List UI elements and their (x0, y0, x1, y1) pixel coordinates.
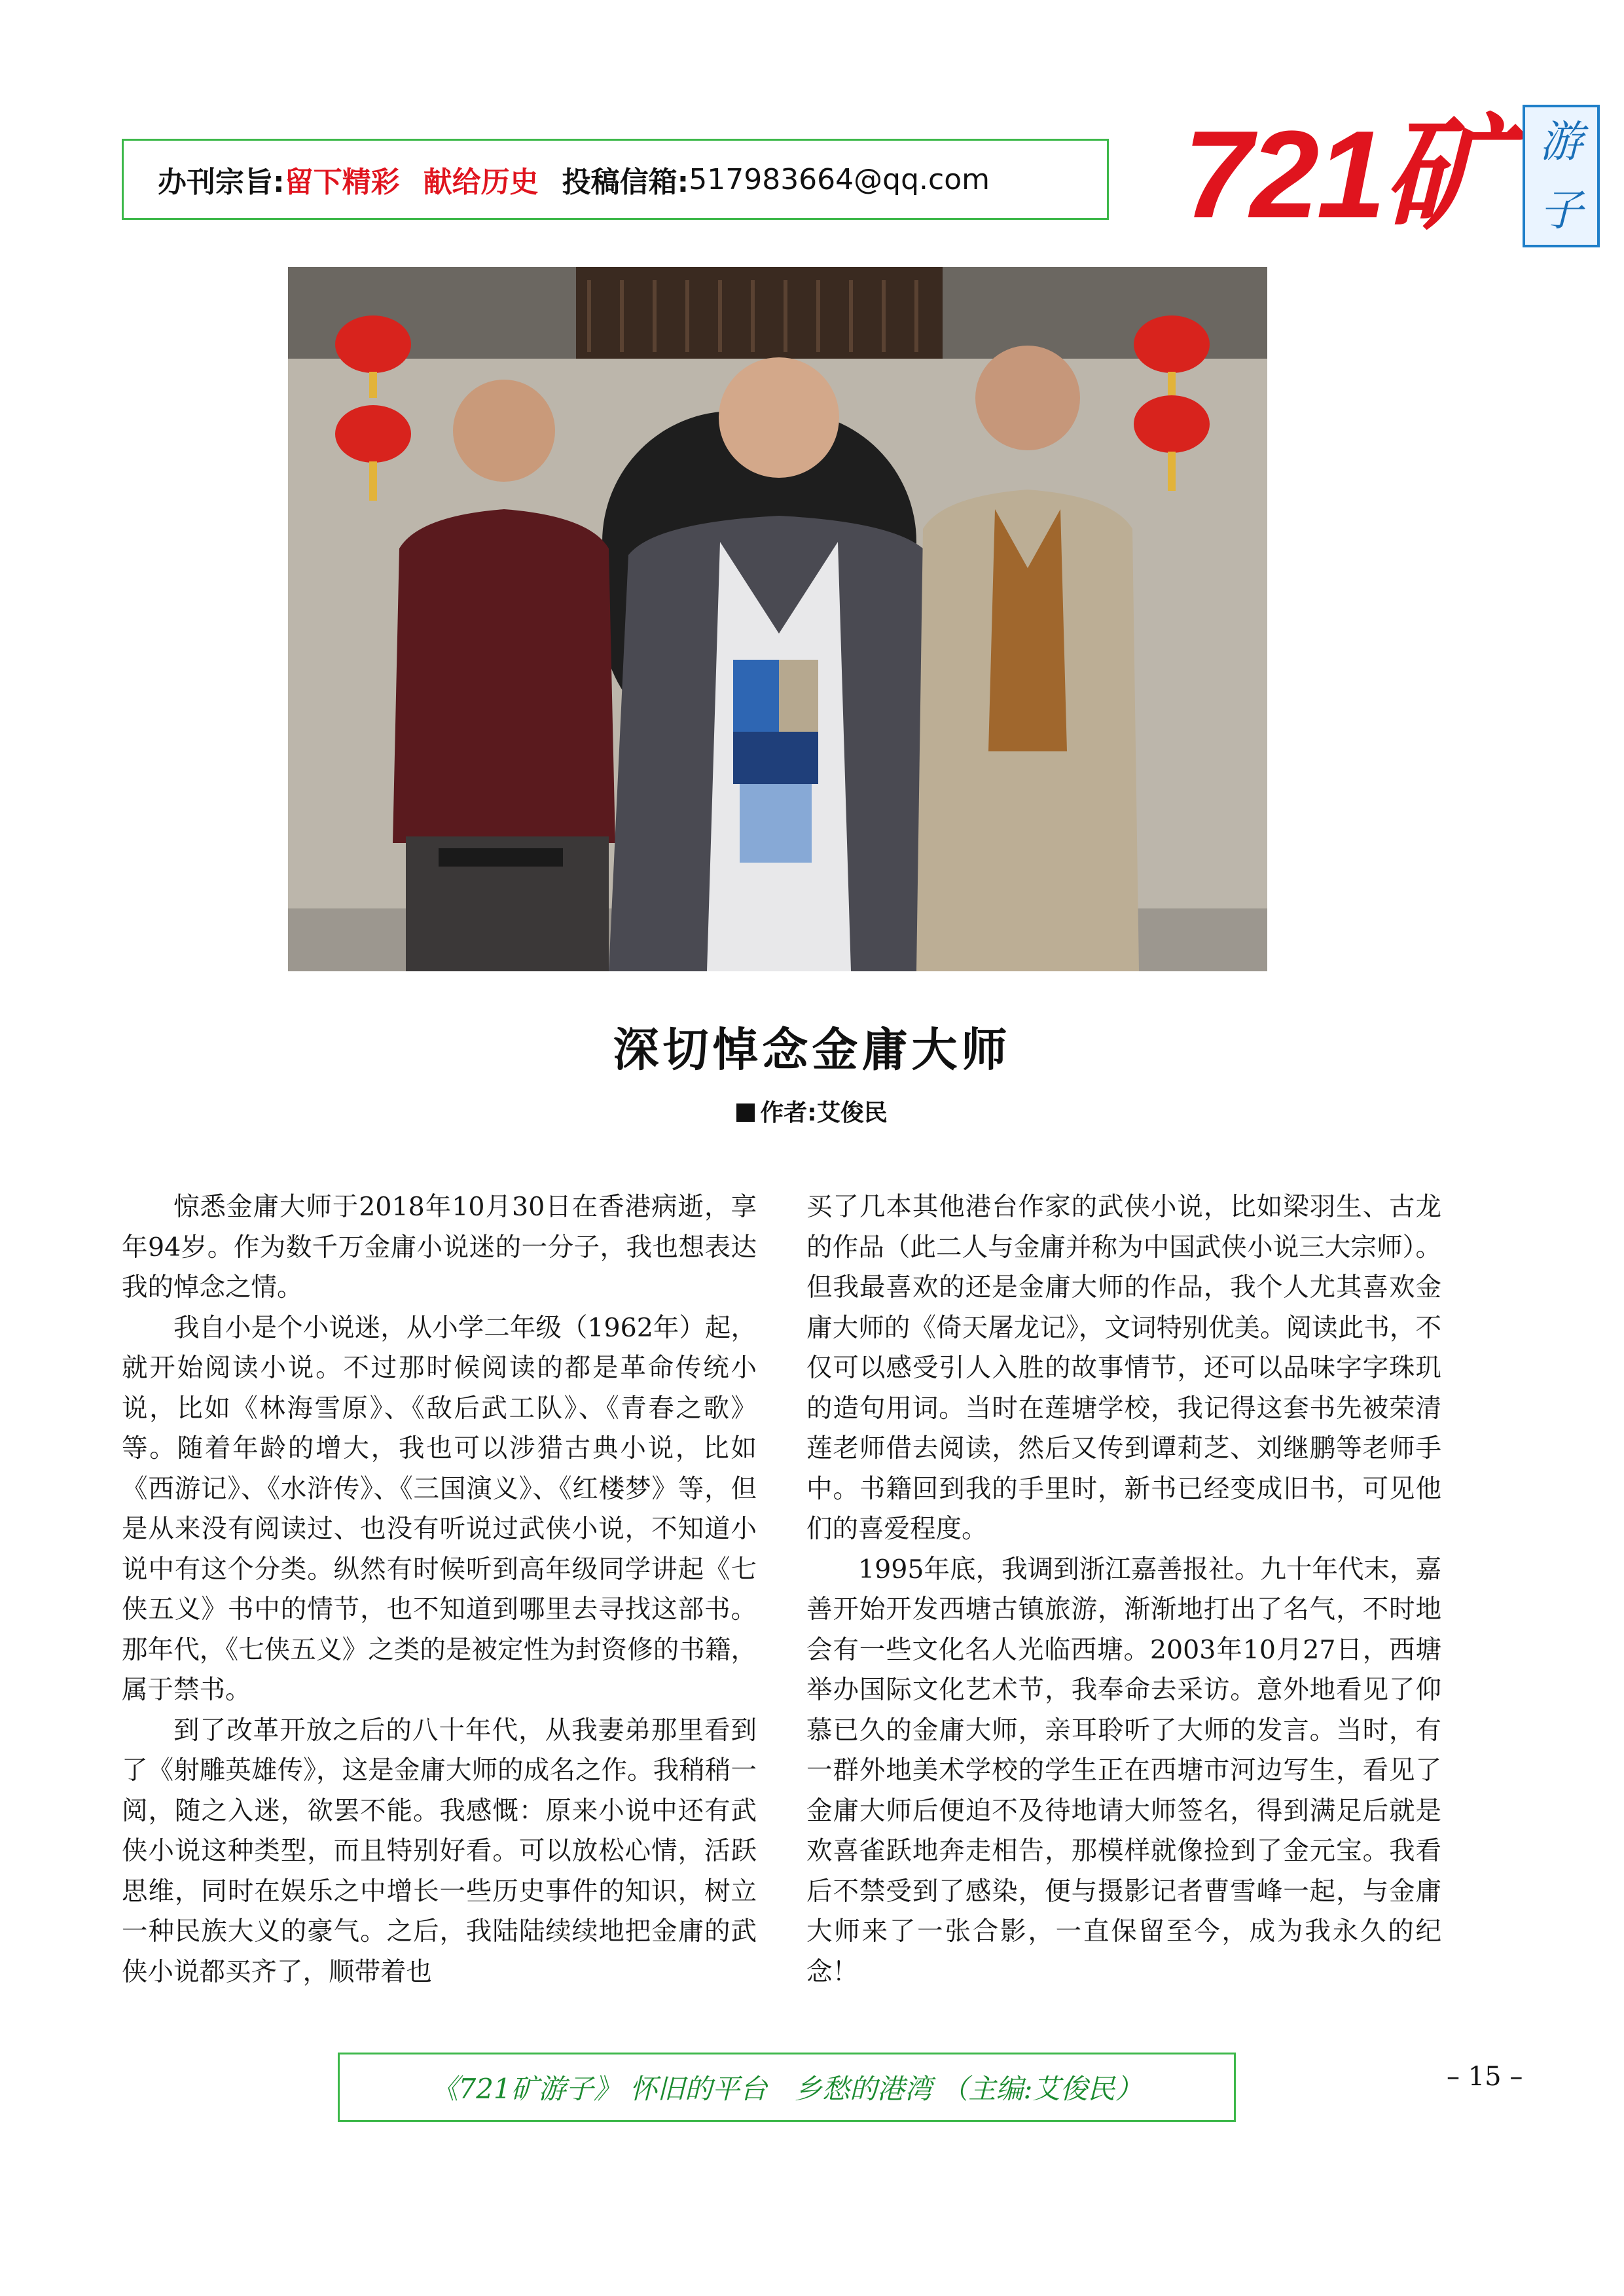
article-column-right (806, 1187, 1441, 1992)
paragraph: 到了改革开放之后的八十年代，从我妻弟那里看到了《射雕英雄传》，这是金庸大师的成名之作。我稍稍一阅，随之入迷，欲罢不能。我感慨：原来小说中还有武侠小说这种类型，而且特别好看。可以放松心情，活跃思维，同时在娱乐之中增长一些历史事件的知识，树立一种民族大义的豪气。之后，我陆陆续续地把金庸的武侠小说都买齐了，顺带着也 (122, 1715, 757, 1987)
byline-square-icon (736, 1103, 755, 1122)
badge-char-2: 子 (1540, 185, 1583, 236)
email-label: 投稿信箱: (562, 166, 689, 199)
article-column-left (122, 1187, 757, 1992)
mission-text-1: 留下精彩 (284, 166, 400, 199)
mission-banner (122, 139, 1109, 220)
paragraph: 惊悉金庸大师于2018年10月30日在香港病逝，享年94岁。作为数千万金庸小说迷的一分子，我也想表达我的悼念之情。 (122, 1192, 757, 1302)
magazine-badge (1523, 105, 1600, 247)
paragraph: 买了几本其他港台作家的武侠小说，比如梁羽生、古龙的作品（此二人与金庸并称为中国武侠小说三大宗师）。但我最喜欢的还是金庸大师的作品，我个人尤其喜欢金庸大师的《倚天屠龙记》，文词特别优美。阅读此书，不仅可以感受引人入胜的故事情节，还可以品味字字珠玑的造句用词。当时在莲塘学校，我记得这套书先被荣清莲老师借去阅读，然后又传到谭莉芝、刘继鹏等老师手中。书籍回到我的手里时，新书已经变成旧书，可见他们的喜爱程度。 (806, 1192, 1441, 1544)
byline-text: 作者:艾俊民 (760, 1100, 888, 1126)
paragraph: 1995年底，我调到浙江嘉善报社。九十年代末，嘉善开始开发西塘古镇旅游，渐渐地打出了名气，不时地会有一些文化名人光临西塘。2003年10月27日，西塘举办国际文化艺术节，我奉命去采访。意外地看见了仰慕已久的金庸大师，亲耳聆听了大师的发言。当时，有一群外地美术学校的学生正在西塘市河边写生，看见了金庸大师后便迫不及待地请大师签名，得到满足后就是欢喜雀跃地奔走相告，那模样就像捡到了金元宝。我看后不禁受到了感染，便与摄影记者曹雪峰一起，与金庸大师来了一张合影，一直保留至今，成为我永久的纪念！ (806, 1554, 1441, 1987)
paragraph: 我自小是个小说迷，从小学二年级（1962年）起，就开始阅读小说。不过那时候阅读的都是革命传统小说，比如《林海雪原》、《敌后武工队》、《青春之歌》等。随着年龄的增大，我也可以涉猎古典小说，比如《西游记》、《水浒传》、《三国演义》、《红楼梦》等，但是从来没有阅读过、也没有听说过武侠小说，不知道小说中有这个分类。纵然有时候听到高年级同学讲起《七侠五义》书中的情节，也不知道到哪里去寻找这部书。那年代，《七侠五义》之类的是被定性为封资修的书籍，属于禁书。 (122, 1312, 757, 1705)
page-number: – 15 – (1447, 2062, 1523, 2092)
article-title: 深切悼念金庸大师 (613, 1023, 1011, 1077)
article-byline (0, 1094, 1624, 1128)
email-address: 517983664@qq.com (689, 162, 990, 196)
badge-char-1: 游 (1540, 116, 1583, 167)
mission-label: 办刊宗旨: (158, 166, 285, 199)
group-photo (288, 267, 1267, 971)
footer-slogan: 《721矿游子》 怀旧的平台 乡愁的港湾 （主编:艾俊民） (338, 2053, 1236, 2122)
magazine-title: 721矿 (1183, 105, 1506, 244)
group-photo-illustration (288, 267, 1267, 971)
mission-text-2: 献给历史 (423, 166, 539, 199)
